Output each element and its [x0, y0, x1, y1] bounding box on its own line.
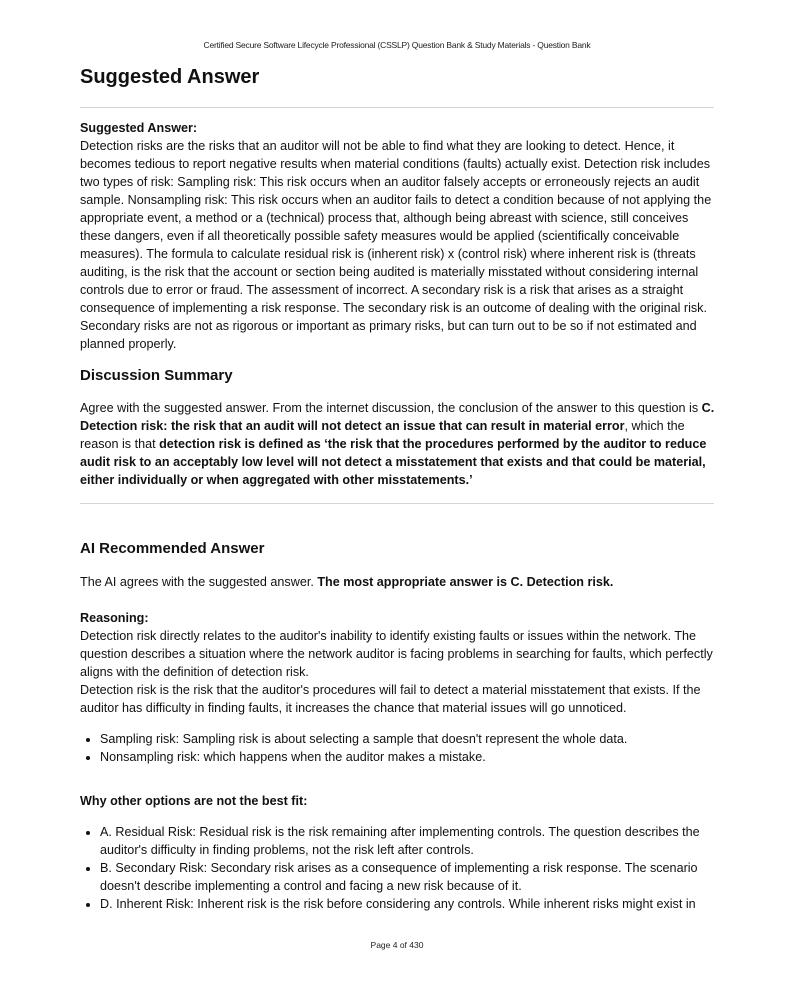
page-title: Suggested Answer: [80, 66, 260, 88]
list-item: • D. Inherent Risk: Inherent risk is the risk before considering any controls. While inherent risks might exist in: [100, 895, 720, 913]
why-label: Why other options are not the best fit:: [80, 794, 308, 808]
divider: [80, 503, 714, 504]
discussion-b2: detection risk is defined as ‘the risk that the procedures performed by the auditor to reduce audit risk to an acceptably low level will not detect a misstatement that exists and that could be material, either individually or when aggregated with other misstatements.’: [80, 437, 707, 487]
suggested-answer-label: Suggested Answer:: [80, 121, 198, 135]
ai-intro: [80, 573, 720, 591]
divider: [80, 107, 714, 108]
discussion-t2: , which the reason is that: [80, 419, 685, 451]
list-item: • Sampling risk: Sampling risk is about selecting a sample that doesn't represent the whole data.: [100, 730, 720, 748]
reasoning-p2: Detection risk is the risk that the auditor's procedures will fail to detect a material misstatement that exists. If the auditor has difficulty in finding faults, it increases the chance that material issues will go unnoticed.: [80, 683, 701, 715]
ai-intro-bold: The most appropriate answer is C. Detection risk.: [317, 575, 614, 589]
page-header: Certified Secure Software Lifecycle Professional (CSSLP) Question Bank & Study Materials - Question Bank: [203, 40, 591, 50]
ai-section: [80, 540, 720, 913]
discussion-b1: C. Detection risk: the risk that an audit will not detect an issue that can result in material error: [80, 401, 715, 433]
list-item: • B. Secondary Risk: Secondary risk arises as a consequence of implementing a risk response. The scenario doesn't describe implementing a control and facing a new risk because of it.: [100, 859, 720, 895]
discussion-t1: Agree with the suggested answer. From the internet discussion, the conclusion of the answer to this question is: [80, 401, 702, 415]
reasoning-label: Reasoning:: [80, 611, 149, 625]
discussion-heading: Discussion Summary: [80, 367, 233, 384]
reasoning-p1: Detection risk directly relates to the auditor's inability to identify existing faults or issues within the network. The question describes a situation where the network auditor is facing problems in searching for faults, which perfectly aligns with the definition of detection risk.: [80, 629, 713, 679]
list-item: • A. Residual Risk: Residual risk is the risk remaining after implementing controls. The question describes the auditor's difficulty in finding problems, not the risk left after controls.: [100, 823, 720, 859]
ai-heading: AI Recommended Answer: [80, 540, 265, 557]
suggested-answer-text: Detection risks are the risks that an auditor will not be able to find what they are looking to detect. Hence, it becomes tedious to report negative results when material conditions (faults) actually exist. Detection risk includes two types of risk: Sampling risk: This risk occurs when an auditor falsely accepts or erroneously rejects an audit sample. Nonsampling risk: This risk occurs when an auditor fails to detect a condition because of not applying the appropriate event, a method or a (technical) process that, although being abreast with science, still conceives these dangers, even if all theoretically possible safety measures would be applied (scientifically conceivable measures). The formula to calculate residual risk is (inherent risk) x (control risk) where inherent risk is (threats auditing, is the risk that the account or section being audited is materially misstated without considering internal controls due to error or fraud. The assessment of incorrect. A secondary risk is a risk that arises as a straight consequence of implementing a risk response. The secondary risk is an outcome of dealing with the original risk. Secondary risks are not as rigorous or important as primary risks, but can turn out to be so if not estimated and planned properly.: [80, 139, 712, 351]
page-number: Page 4 of 430: [370, 940, 424, 950]
why-list: [80, 823, 720, 913]
list-item: • Nonsampling risk: which happens when the auditor makes a mistake.: [100, 748, 720, 766]
reasoning-list: [80, 730, 720, 766]
discussion-text: [80, 399, 720, 489]
suggested-answer-section: [80, 119, 720, 353]
ai-intro-text: The AI agrees with the suggested answer.: [80, 575, 318, 589]
discussion-section: [80, 367, 720, 489]
